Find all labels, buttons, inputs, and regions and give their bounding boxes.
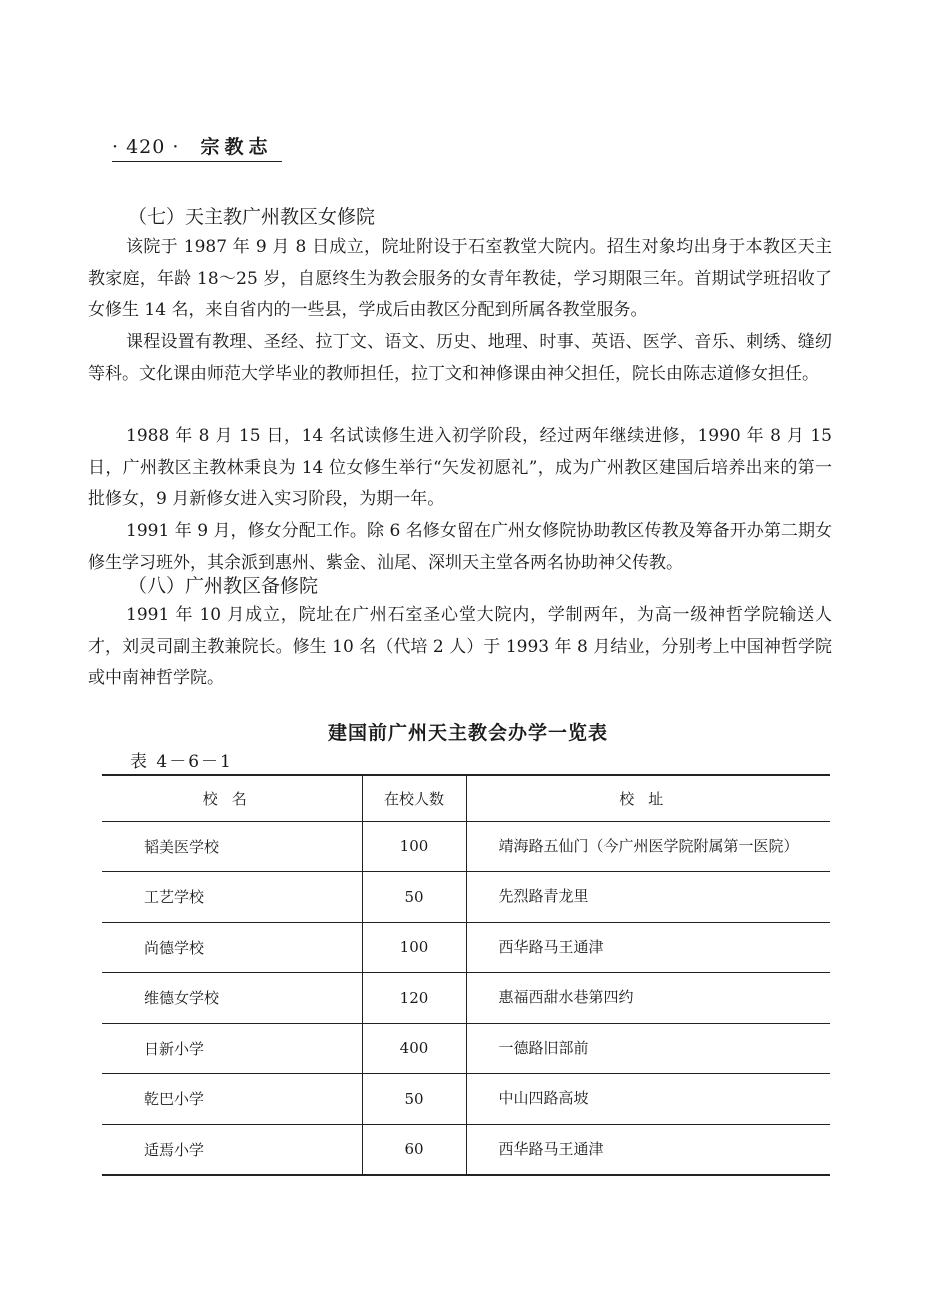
table-row — [102, 872, 830, 923]
column-header-name: 校名 — [102, 775, 362, 821]
table-row — [102, 922, 830, 973]
table-row — [102, 973, 830, 1024]
school-address: 惠福西甜水巷第四约 — [466, 973, 830, 1024]
student-count: 100 — [362, 922, 466, 973]
section-heading-7: （七）天主教广州教区女修院 — [128, 206, 376, 228]
column-header-count: 在校人数 — [362, 775, 466, 821]
page-number: · 420 · — [112, 136, 180, 158]
column-header-address: 校址 — [466, 775, 830, 821]
school-name: 适焉小学 — [102, 1124, 362, 1175]
school-name: 乾巴小学 — [102, 1074, 362, 1125]
table-header-row — [102, 775, 830, 821]
table-row — [102, 1074, 830, 1125]
school-address: 靖海路五仙门（今广州医学院附属第一医院） — [466, 821, 830, 872]
paragraph: 1991 年 9 月，修女分配工作。除 6 名修女留在广州女修院协助教区传教及筹备开办第二期女修生学习班外，其余派到惠州、紫金、汕尾、深圳天主堂各两名协助神父传教。 — [88, 521, 832, 573]
paragraph: 课程设置有教理、圣经、拉丁文、语文、历史、地理、时事、英语、医学、音乐、刺绣、缝纫等科。文化课由师范大学毕业的教师担任，拉丁文和神修课由神父担任，院长由陈志道修女担任。 — [88, 332, 832, 384]
school-name: 日新小学 — [102, 1023, 362, 1074]
student-count: 60 — [362, 1124, 466, 1175]
school-address: 先烈路青龙里 — [466, 872, 830, 923]
book-title: 宗教志 — [200, 136, 273, 158]
student-count: 50 — [362, 1074, 466, 1125]
table-number: 表 4－6－1 — [130, 752, 233, 772]
paragraph: 1988 年 8 月 15 日，14 名试读修生进入初学阶段，经过两年继续进修，1990 年 8 月 15 日，广州教区主教林秉良为 14 位女修生举行“矢发初愿礼”，成为广州教区建国后培养出来的第一批修女，9 月新修女进入实习阶段，为期一年。 — [88, 426, 832, 509]
table-row — [102, 1124, 830, 1175]
school-address: 一德路旧部前 — [466, 1023, 830, 1074]
table-caption: 建国前广州天主教会办学一览表 — [327, 722, 608, 744]
student-count: 50 — [362, 872, 466, 923]
school-name: 韬美医学校 — [102, 821, 362, 872]
school-address: 西华路马王通津 — [466, 1124, 830, 1175]
student-count: 400 — [362, 1023, 466, 1074]
school-name: 工艺学校 — [102, 872, 362, 923]
paragraph: 该院于 1987 年 9 月 8 日成立，院址附设于石室教堂大院内。招生对象均出身于本教区天主教家庭，年龄 18～25 岁，自愿终生为教会服务的女青年教徒，学习期限三年。首期试学班招收了女修生 14 名，来自省内的一些县，学成后由教区分配到所属各教堂服务。 — [88, 237, 832, 320]
school-name: 维德女学校 — [102, 973, 362, 1024]
section-heading-8: （八）广州教区备修院 — [128, 575, 319, 597]
table-row — [102, 821, 830, 872]
school-address: 中山四路高坡 — [466, 1074, 830, 1125]
school-name: 尚德学校 — [102, 922, 362, 973]
table-row — [102, 1023, 830, 1074]
running-head — [112, 132, 282, 162]
school-address: 西华路马王通津 — [466, 922, 830, 973]
schools-table — [102, 774, 830, 1176]
student-count: 100 — [362, 821, 466, 872]
paragraph: 1991 年 10 月成立，院址在广州石室圣心堂大院内，学制两年，为高一级神哲学院输送人才，刘灵司副主教兼院长。修生 10 名（代培 2 人）于 1993 年 8 月结业，分别考上中国神哲学院或中南神哲学院。 — [88, 605, 832, 688]
student-count: 120 — [362, 973, 466, 1024]
